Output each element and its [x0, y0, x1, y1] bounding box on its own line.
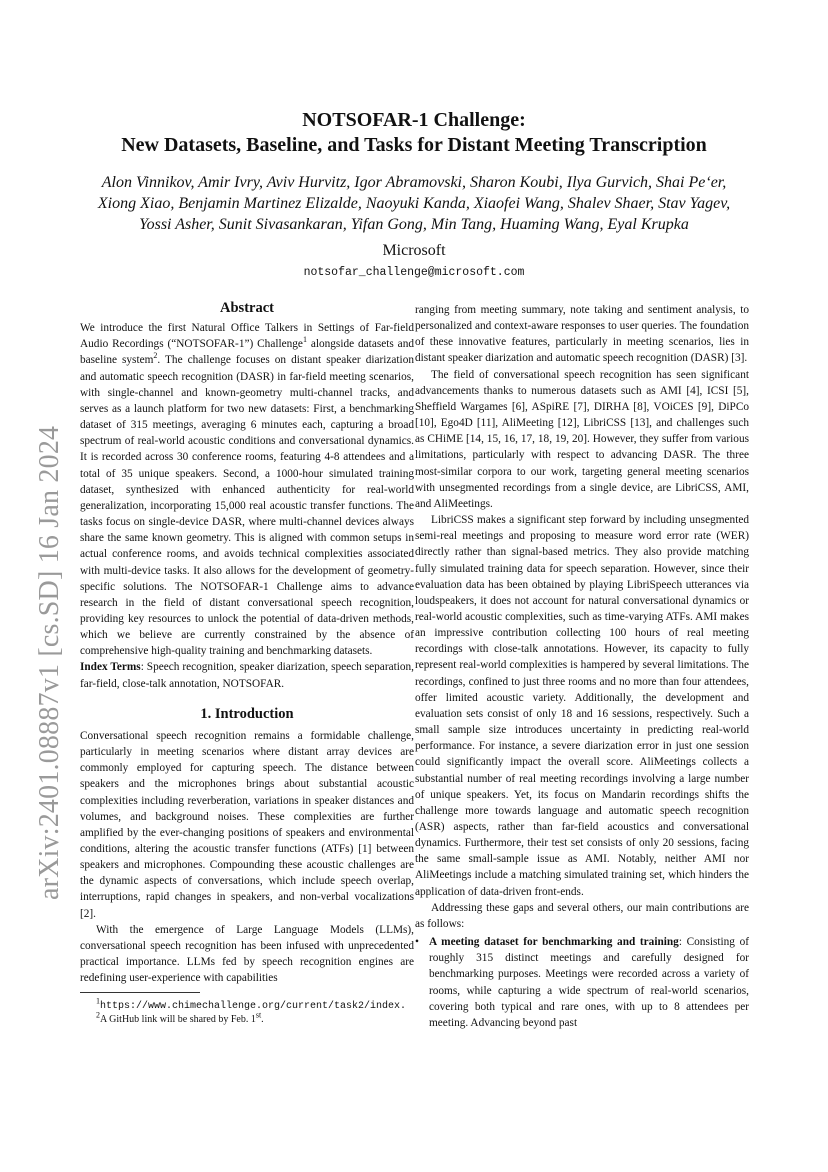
intro-paragraph-1: Conversational speech recognition remains a formidable challenge, particularly in meeting scenarios where distant array devices are commonly employed for capturing speech. The distance between speakers and the microphones brings about substantial acoustic complexities including reverberation, variations in speaker distances and volumes, and background noises. These complexities are further amplified by the ever-changing positions of speakers and environmental conditions, altering the acoustic transfer functions (ATFs) [1] between speakers and microphones. Compounding these acoustic challenges are the dynamic aspects of conversations, which include speech overlap, interruptions, rapid changes in speakers, and non-verbal vocalizations [2].: [80, 729, 414, 920]
abstract-heading: Abstract: [220, 300, 274, 316]
footnote-2: [80, 1010, 414, 1026]
author-list: [80, 172, 748, 235]
right-paragraph-0: ranging from meeting summary, note taking and sentiment analysis, to personalized and context-aware responses to user queries. The foundation of these innovative features, particularly in meeting scenarios, lies in distant speaker diarization and automatic speech recognition (DASR) [3].: [415, 304, 749, 365]
authors-line-2: Xiong Xiao, Benjamin Martinez Elizalde, Naoyuki Kanda, Xiaofei Wang, Shalev Shaer, Stav Yagev,: [97, 195, 731, 212]
index-terms-label: Index Terms: [80, 661, 141, 674]
footnote-2-end: .: [261, 1014, 264, 1025]
index-terms-text: : Speech recognition, speaker diarization, speech separation, far-field, close-talk annotation, NOTSOFAR.: [80, 661, 414, 690]
affiliation: Microsoft: [382, 242, 446, 259]
bullet-1-text: : Consisting of roughly 315 distinct meetings and carefully designed for benchmarking purposes. Meetings were recorded across a variety of rooms, while capturing a wide spectrum of real-world scenarios, covering both typical and rare ones, with up to 8 attendees per meeting. Advancing beyond past: [429, 936, 749, 1029]
abstract-text-part-1: We introduce the first Natural Office Talkers in Settings of Far-field Audio Recordings (“NOTSOFAR-1”) Challenge: [80, 322, 414, 351]
title-line-2: New Datasets, Baseline, and Tasks for Distant Meeting Transcription: [121, 134, 707, 156]
bullet-1-body: [429, 934, 749, 1031]
footnote-ref-1[interactable]: 1: [302, 335, 307, 345]
right-paragraph-1: The field of conversational speech recognition has seen significant advancements thanks to numerous datasets such as AMI [4], ICSI [5], Sheffield Wargames [6], ASpiRE [7], DIRHA [8], VOiCES [9], DiPCo [10], Ego4D [11], AliMeeting [12], LibriCSS [13], and challenges such as CHiME [14, 15, 16, 17, 18, 19, 20]. However, they suffer from various limitations, particularly with respect to advancing DASR. The three most-similar corpora to our work, targeting general meeting scenarios with unsegmented recordings from a single device, are LibriCSS, AMI, and AliMeetings.: [415, 368, 749, 510]
contribution-bullet-1: [415, 934, 749, 1031]
footnote-1-mark: 1: [96, 996, 100, 1006]
abstract-text-part-2: alongside datasets and baseline system: [80, 338, 414, 367]
introduction-heading: 1. Introduction: [200, 705, 294, 722]
footnote-1: [80, 996, 414, 1013]
arxiv-stamp: [14, 340, 65, 900]
footnote-2-text: A GitHub link will be shared by Feb. 1: [100, 1014, 256, 1025]
title-line-1: NOTSOFAR-1 Challenge:: [302, 109, 526, 131]
index-terms: [80, 659, 414, 691]
footnote-rule: [80, 992, 200, 993]
bullet-symbol: •: [415, 936, 419, 949]
footnote-2-sup: st: [255, 1010, 262, 1020]
abstract-text-part-3: . The challenge focuses on distant speaker diarization and automatic speech recognition (DASR) in far-field meeting scenarios, with single-channel and known-geometry multi-channel tracks, and serves as a launch platform for two new datasets: First, a benchmarking dataset of 315 meetings, averaging 6 minutes each, capturing a broad spectrum of real-world acoustic conditions and conversational dynamics. It is recorded across 30 conference rooms, featuring 4-8 attendees and a total of 35 unique speakers. Second, a 1000-hour simulated training dataset, synthesized with enhanced authenticity for real-world generalization, incorporating 15,000 real acoustic transfer functions. The tasks focus on single-device DASR, where multi-channel devices always share the same known geometry. This is aligned with common setups in actual conference rooms, and avoids technical complexities associated with multi-device tasks. It also allows for the development of geometry-specific solutions. The NOTSOFAR-1 Challenge aims to advance research in the field of distant conversational speech recognition, providing key resources to unlock the potential of data-driven methods, which we believe are currently constrained by the absence of comprehensive high-quality training and benchmarking datasets.: [80, 354, 414, 658]
bullet-1-bold: A meeting dataset for benchmarking and training: [429, 936, 679, 949]
paper-title: [80, 108, 748, 158]
footnotes: [80, 992, 414, 1026]
arxiv-stamp-text: arXiv:2401.08887v1 [cs.SD] 16 Jan 2024: [34, 425, 65, 900]
footnote-2-mark: 2: [96, 1010, 100, 1020]
left-column: [80, 300, 414, 986]
contact-email[interactable]: notsofar_challenge@microsoft.com: [303, 266, 525, 279]
intro-paragraph-2: With the emergence of Large Language Models (LLMs), conversational speech recognition has been infused with unprecedented practical importance. LLMs fed by speech recognition engines are redefining user-experience with capabilities: [80, 923, 414, 985]
footnote-1-link[interactable]: https://www.chimechallenge.org/current/task2/index.: [100, 1001, 407, 1012]
authors-line-1: Alon Vinnikov, Amir Ivry, Aviv Hurvitz, Igor Abramovski, Sharon Koubi, Ilya Gurvich, Shai Pe‘er,: [101, 174, 727, 191]
right-column: [415, 302, 749, 1031]
right-paragraph-2: LibriCSS makes a significant step forward by including unsegmented semi-real meetings and proposing to measure word error rate (WER) directly rather than signal-based metrics. They also provide matching fully simulated training data for speech separation. However, since their evaluation data has been obtained by playing LibriSpeech utterances via loudspeakers, it does not account for natural conversational dynamics or real-world acoustic complexities, such as time-varying ATFs. AMI makes an impressive contribution collecting 100 hours of real meeting recordings with close-talk annotations. However, its capacity to fully represent real-world complexities is hampered by several limitations. The recordings, confined to just three rooms and no more than four attendees, offer limited acoustic variety. Additionally, the development and evaluation sets consist of only 18 and 16 sessions, respectively. Such a small sample size introduces uncertainty in predicting real-world performance. For instance, a severe diarization error in just one session could significantly impact the overall score. AliMeetings collects a substantial number of real meeting recordings involving a large number of unique speakers. Yet, its focus on Mandarin recordings shifts the challenge more towards language and automatic speech recognition (ASR) aspects, rather than far-field acoustics and conversational dynamics. Furthermore, their test set consists of only 20 sessions, facing the same small-sample issue as AMI. Notably, neither AMI nor AliMeetings include a matching simulated training set, which hinders the application of data-driven front-ends.: [415, 514, 749, 898]
authors-line-3: Yossi Asher, Sunit Sivasankaran, Yifan Gong, Min Tang, Huaming Wang, Eyal Krupka: [139, 216, 689, 233]
footnote-ref-2[interactable]: 2: [153, 351, 158, 361]
right-paragraph-3: Addressing these gaps and several others, our main contributions are as follows:: [415, 901, 749, 930]
abstract-text: [80, 320, 414, 659]
